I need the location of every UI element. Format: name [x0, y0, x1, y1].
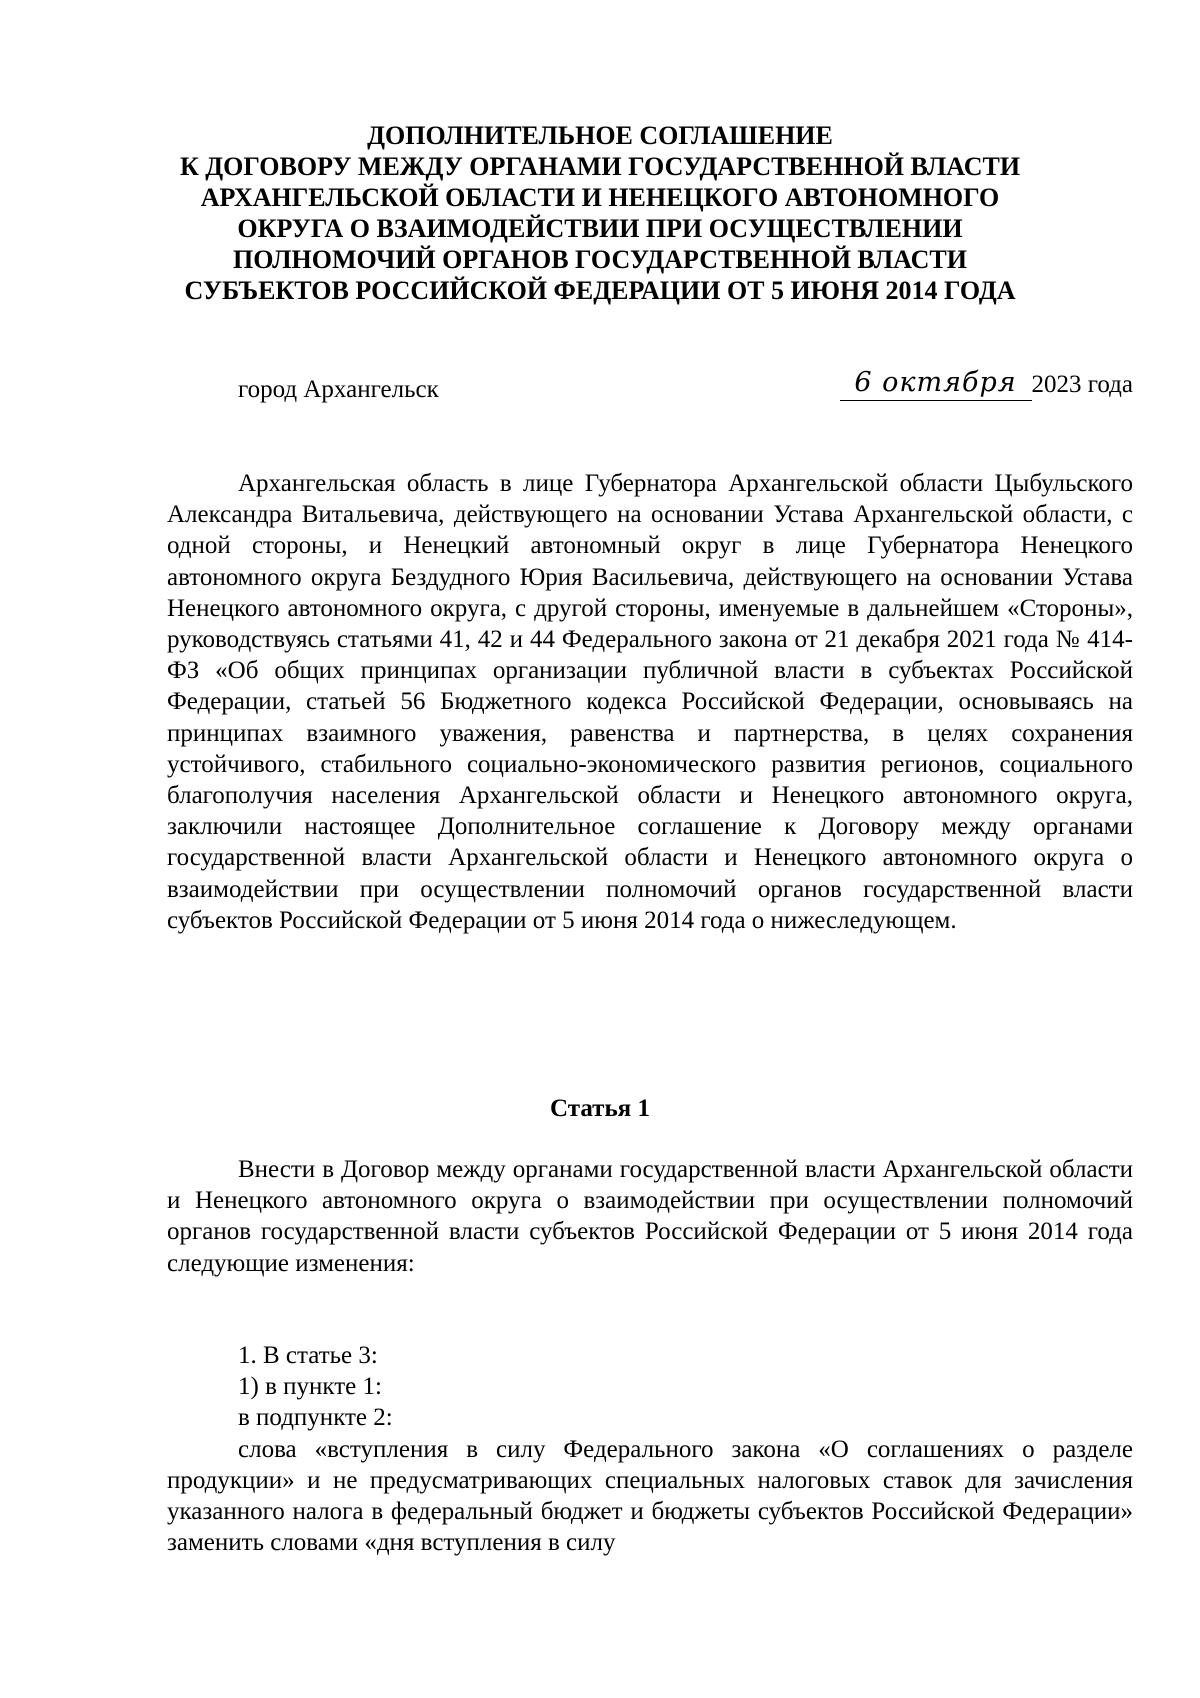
document-title — [120, 120, 1080, 306]
title-line: АРХАНГЕЛЬСКОЙ ОБЛАСТИ И НЕНЕЦКОГО АВТОНОМНОГО — [200, 183, 1000, 212]
amendment-paragraph: слова «вступления в силу Федерального закона «О соглашениях о разделе продукции» и не предусматривающих специальных налоговых ставок для зачисления указанного налога в федеральный бюджет и бюджеты субъектов Российской Федерации» заменить словами «дня вступления в силу — [167, 1435, 1133, 1557]
place-date-line — [238, 367, 1133, 414]
list-item: 1. В статье 3: — [238, 1342, 378, 1369]
city-name: город Архангельск — [238, 376, 439, 403]
title-line: ПОЛНОМОЧИЙ ОРГАНОВ ГОСУДАРСТВЕННОЙ ВЛАСТИ — [233, 245, 967, 274]
article-heading: Статья 1 — [550, 1095, 650, 1122]
title-line: СУБЪЕКТОВ РОССИЙСКОЙ ФЕДЕРАЦИИ ОТ 5 ИЮНЯ 2014 ГОДА — [184, 276, 1016, 305]
intro-section — [167, 468, 1133, 936]
title-line: ДОПОЛНИТЕЛЬНОЕ СОГЛАШЕНИЕ — [367, 121, 833, 150]
handwritten-date: 6 октября — [840, 366, 1032, 401]
article-section — [167, 1154, 1133, 1279]
title-line: К ДОГОВОРУ МЕЖДУ ОРГАНАМИ ГОСУДАРСТВЕННОЙ ВЛАСТИ — [179, 152, 1021, 181]
list-item: 1) в пункте 1: — [238, 1373, 382, 1401]
date-year: 2023 года — [1031, 371, 1133, 398]
amendments-list — [167, 1340, 1133, 1558]
title-line: ОКРУГА О ВЗАИМОДЕЙСТВИИ ПРИ ОСУЩЕСТВЛЕНИИ — [237, 214, 963, 243]
list-item: в подпункте 2: — [238, 1404, 393, 1432]
intro-paragraph: Архангельская область в лице Губернатора Архангельской области Цыбульского Александра Витальевича, действующего на основании Устава Архангельской области, с одной стороны, и Ненецкий автономный округ в лице Губернатора Ненецкого автономного округа Бездудного Юрия Васильевича, действующего на основании Устава Ненецкого автономного округа, с другой стороны, именуемые в дальнейшем «Стороны», руководствуясь статьями 41, 42 и 44 Федерального закона от 21 декабря 2021 года № 414-ФЗ «Об общих принципах организации публичной власти в субъектах Российской Федерации, статьей 56 Бюджетного кодекса Российской Федерации, основываясь на принципах взаимного уважения, равенства и партнерства, в целях сохранения устойчивого, стабильного социально-экономического развития регионов, социального благополучия населения Архангельской области и Ненецкого автономного округа, заключили настоящее Дополнительное соглашение к Договору между органами государственной власти Архангельской области и Ненецкого автономного округа о взаимодействии при осуществлении полномочий органов государственной власти субъектов Российской Федерации от 5 июня 2014 года о нижеследующем. — [167, 470, 1133, 934]
article-paragraph: Внести в Договор между органами государственной власти Архангельской области и Ненецкого автономного округа о взаимодействии при осуществлении полномочий органов государственной власти субъектов Российской Федерации от 5 июня 2014 года следующие изменения: — [167, 1156, 1133, 1277]
signing-date — [840, 366, 1133, 401]
